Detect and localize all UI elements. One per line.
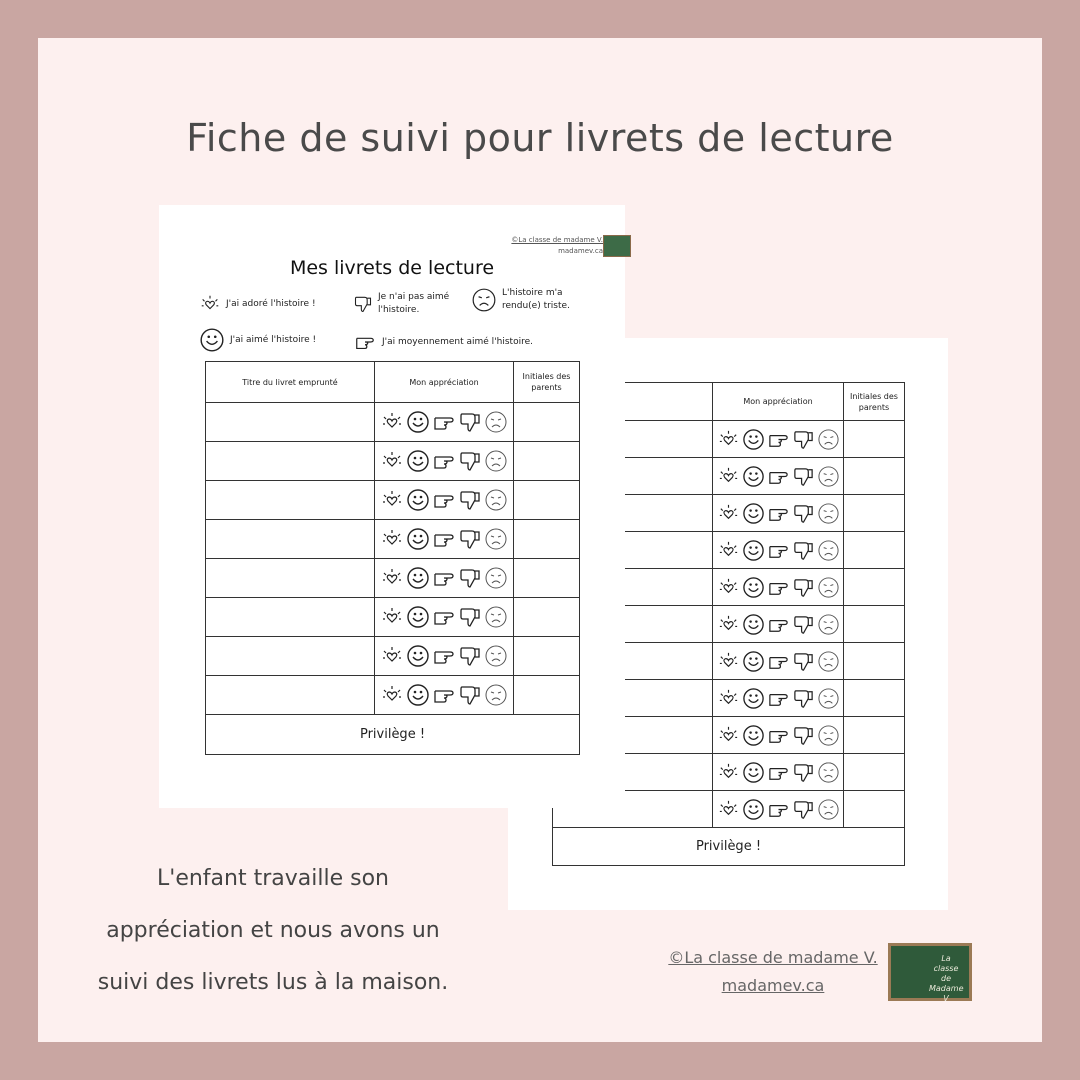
thumbs-down-icon[interactable] <box>458 566 482 590</box>
smiley-icon[interactable] <box>742 687 765 710</box>
sad-face-icon[interactable] <box>817 428 840 451</box>
pointing-hand-icon[interactable] <box>767 502 790 525</box>
table-row <box>206 637 580 676</box>
thumbs-down-icon[interactable] <box>792 687 815 710</box>
appreciation-options <box>375 527 513 551</box>
column-header-appreciation: Mon appréciation <box>375 362 514 403</box>
initials-cell[interactable] <box>844 717 905 754</box>
caption-line: appréciation et nous avons un <box>106 918 440 943</box>
initials-cell[interactable] <box>844 643 905 680</box>
table-row <box>206 481 580 520</box>
privilege-label: Privilège ! <box>553 828 905 866</box>
appreciation-cell[interactable] <box>375 676 514 715</box>
heart-burst-icon[interactable] <box>380 566 404 590</box>
thumbs-down-icon[interactable] <box>792 798 815 821</box>
heart-burst-icon[interactable] <box>380 683 404 707</box>
column-header-initials: Initiales des parents <box>844 383 905 421</box>
appreciation-cell[interactable] <box>375 520 514 559</box>
thumbs-down-icon[interactable] <box>792 576 815 599</box>
appreciation-cell[interactable] <box>375 442 514 481</box>
appreciation-options <box>713 428 843 451</box>
appreciation-cell[interactable] <box>713 606 844 643</box>
appreciation-options <box>713 539 843 562</box>
heart-burst-icon[interactable] <box>717 687 740 710</box>
page-title: Fiche de suivi pour livrets de lecture <box>186 116 894 160</box>
heart-burst-icon <box>199 293 221 315</box>
appreciation-options <box>713 761 843 784</box>
thumbs-down-icon[interactable] <box>458 683 482 707</box>
heart-burst-icon[interactable] <box>717 576 740 599</box>
appreciation-options <box>375 683 513 707</box>
appreciation-options <box>713 724 843 747</box>
sad-face-icon[interactable] <box>484 449 508 473</box>
thumbs-down-icon[interactable] <box>458 527 482 551</box>
sad-face-icon[interactable] <box>484 566 508 590</box>
initials-cell[interactable] <box>514 442 580 481</box>
appreciation-cell[interactable] <box>713 754 844 791</box>
thumbs-down-icon[interactable] <box>792 724 815 747</box>
initials-cell[interactable] <box>514 637 580 676</box>
sad-face-icon[interactable] <box>817 613 840 636</box>
title-cell[interactable] <box>206 442 375 481</box>
initials-cell[interactable] <box>844 421 905 458</box>
initials-cell[interactable] <box>514 598 580 637</box>
smiley-icon[interactable] <box>742 539 765 562</box>
appreciation-cell[interactable] <box>713 680 844 717</box>
sad-face-icon[interactable] <box>484 683 508 707</box>
smiley-icon[interactable] <box>742 650 765 673</box>
sad-face-icon[interactable] <box>484 488 508 512</box>
heart-burst-icon[interactable] <box>717 502 740 525</box>
smiley-icon[interactable] <box>742 798 765 821</box>
smiley-icon[interactable] <box>742 724 765 747</box>
sad-face-icon[interactable] <box>817 650 840 673</box>
sheet-copyright-line2: madamev.ca <box>558 247 603 255</box>
pointing-hand-icon[interactable] <box>767 761 790 784</box>
pointing-hand-icon[interactable] <box>432 527 456 551</box>
appreciation-options <box>375 644 513 668</box>
credit-website-link[interactable]: madamev.ca <box>721 976 825 995</box>
pointing-hand-icon[interactable] <box>767 613 790 636</box>
pointing-hand-icon[interactable] <box>767 687 790 710</box>
heart-burst-icon[interactable] <box>717 650 740 673</box>
appreciation-cell[interactable] <box>713 569 844 606</box>
legend-pas-aime <box>353 291 463 317</box>
appreciation-cell[interactable] <box>713 643 844 680</box>
legend-aime-label: J'ai aimé l'histoire ! <box>230 334 317 345</box>
appreciation-options <box>713 650 843 673</box>
pointing-hand-icon[interactable] <box>767 539 790 562</box>
table-row <box>206 676 580 715</box>
initials-cell[interactable] <box>844 606 905 643</box>
appreciation-options <box>375 410 513 434</box>
title-cell[interactable] <box>206 403 375 442</box>
title-cell[interactable] <box>206 520 375 559</box>
thumbs-down-icon[interactable] <box>792 650 815 673</box>
initials-cell[interactable] <box>514 559 580 598</box>
initials-cell[interactable] <box>844 458 905 495</box>
sad-face-icon[interactable] <box>817 761 840 784</box>
thumbs-down-icon[interactable] <box>792 465 815 488</box>
smiley-icon[interactable] <box>406 566 430 590</box>
smiley-icon[interactable] <box>742 761 765 784</box>
pointing-hand-icon[interactable] <box>432 410 456 434</box>
smiley-icon[interactable] <box>406 644 430 668</box>
smiley-icon[interactable] <box>742 502 765 525</box>
sad-face-icon[interactable] <box>817 539 840 562</box>
heart-burst-icon[interactable] <box>717 613 740 636</box>
privilege-row <box>553 828 905 866</box>
sad-face-icon[interactable] <box>817 724 840 747</box>
sad-face-icon[interactable] <box>484 605 508 629</box>
pointing-hand-icon[interactable] <box>432 644 456 668</box>
smiley-icon[interactable] <box>406 449 430 473</box>
caption-line: suivi des livrets lus à la maison. <box>97 970 449 995</box>
heart-burst-icon[interactable] <box>717 761 740 784</box>
credit <box>658 944 888 1000</box>
pointing-hand-icon[interactable] <box>767 724 790 747</box>
thumbs-down-icon <box>353 293 373 315</box>
appreciation-cell[interactable] <box>375 403 514 442</box>
pointing-hand-icon[interactable] <box>767 428 790 451</box>
smiley-icon[interactable] <box>406 488 430 512</box>
sad-face-icon[interactable] <box>484 644 508 668</box>
legend-aime <box>199 327 316 353</box>
thumbs-down-icon[interactable] <box>792 761 815 784</box>
pointing-hand-icon[interactable] <box>767 465 790 488</box>
appreciation-options <box>375 566 513 590</box>
title-cell[interactable] <box>206 637 375 676</box>
appreciation-cell[interactable] <box>375 559 514 598</box>
table-row <box>206 520 580 559</box>
heart-burst-icon[interactable] <box>717 465 740 488</box>
legend-pas-aime-label: Je n'ai pas aimé l'histoire. <box>378 292 450 315</box>
column-header-initials: Initiales des parents <box>514 362 580 403</box>
heart-burst-icon[interactable] <box>380 410 404 434</box>
initials-cell[interactable] <box>514 481 580 520</box>
privilege-row <box>206 715 580 755</box>
sad-face-icon[interactable] <box>817 576 840 599</box>
thumbs-down-icon[interactable] <box>792 428 815 451</box>
appreciation-cell[interactable] <box>713 458 844 495</box>
initials-cell[interactable] <box>844 569 905 606</box>
tracking-table-front <box>205 361 580 755</box>
initials-cell[interactable] <box>844 791 905 828</box>
appreciation-cell[interactable] <box>713 791 844 828</box>
title-cell[interactable] <box>206 676 375 715</box>
legend-adore-label: J'ai adoré l'histoire ! <box>226 298 316 309</box>
title-cell[interactable] <box>206 481 375 520</box>
heart-burst-icon[interactable] <box>380 605 404 629</box>
thumbs-down-icon[interactable] <box>792 502 815 525</box>
appreciation-options <box>713 687 843 710</box>
smiley-icon[interactable] <box>406 605 430 629</box>
smiley-icon[interactable] <box>742 576 765 599</box>
appreciation-cell[interactable] <box>375 598 514 637</box>
thumbs-down-icon[interactable] <box>458 449 482 473</box>
thumbs-down-icon[interactable] <box>458 605 482 629</box>
heart-burst-icon[interactable] <box>717 539 740 562</box>
legend-moyen <box>353 331 533 353</box>
appreciation-cell[interactable] <box>713 532 844 569</box>
smiley-icon[interactable] <box>742 428 765 451</box>
smiley-icon <box>199 327 225 353</box>
legend-adore <box>199 293 316 315</box>
initials-cell[interactable] <box>844 495 905 532</box>
sad-face-icon[interactable] <box>817 798 840 821</box>
heart-burst-icon[interactable] <box>380 488 404 512</box>
appreciation-cell[interactable] <box>713 495 844 532</box>
smiley-icon[interactable] <box>406 527 430 551</box>
appreciation-options <box>713 613 843 636</box>
appreciation-options <box>713 576 843 599</box>
table-row <box>206 442 580 481</box>
column-header-appreciation: Mon appréciation <box>713 383 844 421</box>
appreciation-cell[interactable] <box>713 421 844 458</box>
sad-face-icon[interactable] <box>484 527 508 551</box>
appreciation-options <box>713 798 843 821</box>
initials-cell[interactable] <box>514 403 580 442</box>
smiley-icon[interactable] <box>406 410 430 434</box>
pointing-hand-icon[interactable] <box>767 650 790 673</box>
pointing-hand-icon[interactable] <box>432 488 456 512</box>
appreciation-cell[interactable] <box>713 717 844 754</box>
legend-triste <box>471 287 581 313</box>
credit-link[interactable]: ©La classe de madame V. <box>668 948 878 967</box>
pointing-hand-icon <box>353 331 377 353</box>
table-row <box>206 598 580 637</box>
initials-cell[interactable] <box>844 754 905 791</box>
title-cell[interactable] <box>206 559 375 598</box>
sheet-copyright <box>511 235 603 257</box>
pointing-hand-icon[interactable] <box>432 449 456 473</box>
pointing-hand-icon[interactable] <box>767 798 790 821</box>
sheet-logo <box>603 235 631 257</box>
caption <box>68 853 478 1009</box>
worksheet-front <box>159 205 625 808</box>
legend-triste-label: L'histoire m'a rendu(e) triste. <box>502 288 570 311</box>
initials-cell[interactable] <box>514 520 580 559</box>
appreciation-options <box>375 605 513 629</box>
thumbs-down-icon[interactable] <box>792 613 815 636</box>
heart-burst-icon[interactable] <box>717 798 740 821</box>
pointing-hand-icon[interactable] <box>432 566 456 590</box>
smiley-icon[interactable] <box>742 613 765 636</box>
sad-face-icon[interactable] <box>817 502 840 525</box>
pointing-hand-icon[interactable] <box>432 605 456 629</box>
table-row <box>206 559 580 598</box>
sheet-copyright-line1: ©La classe de madame V. <box>511 236 603 244</box>
heart-burst-icon[interactable] <box>380 527 404 551</box>
table-row <box>206 403 580 442</box>
caption-line: L'enfant travaille son <box>157 866 389 891</box>
brand-logo <box>888 943 972 1001</box>
legend-moyen-label: J'ai moyennement aimé l'histoire. <box>382 336 533 347</box>
thumbs-down-icon[interactable] <box>458 488 482 512</box>
sad-face-icon <box>471 287 497 313</box>
sheet-title: Mes livrets de lecture <box>289 257 495 279</box>
appreciation-options <box>375 488 513 512</box>
thumbs-down-icon[interactable] <box>792 539 815 562</box>
smiley-icon[interactable] <box>406 683 430 707</box>
brand-logo-text: La classe de Madame V <box>929 954 964 1003</box>
smiley-icon[interactable] <box>742 465 765 488</box>
appreciation-cell[interactable] <box>375 637 514 676</box>
sad-face-icon[interactable] <box>817 687 840 710</box>
pointing-hand-icon[interactable] <box>767 576 790 599</box>
sad-face-icon[interactable] <box>484 410 508 434</box>
initials-cell[interactable] <box>514 676 580 715</box>
appreciation-cell[interactable] <box>375 481 514 520</box>
card <box>38 38 1042 1042</box>
heart-burst-icon[interactable] <box>380 449 404 473</box>
appreciation-options <box>375 449 513 473</box>
pointing-hand-icon[interactable] <box>432 683 456 707</box>
thumbs-down-icon[interactable] <box>458 644 482 668</box>
heart-burst-icon[interactable] <box>380 644 404 668</box>
privilege-label: Privilège ! <box>206 715 580 755</box>
appreciation-options <box>713 502 843 525</box>
initials-cell[interactable] <box>844 532 905 569</box>
heart-burst-icon[interactable] <box>717 724 740 747</box>
column-header-title: Titre du livret emprunté <box>206 362 375 403</box>
title-cell[interactable] <box>206 598 375 637</box>
appreciation-options <box>713 465 843 488</box>
thumbs-down-icon[interactable] <box>458 410 482 434</box>
sad-face-icon[interactable] <box>817 465 840 488</box>
heart-burst-icon[interactable] <box>717 428 740 451</box>
initials-cell[interactable] <box>844 680 905 717</box>
